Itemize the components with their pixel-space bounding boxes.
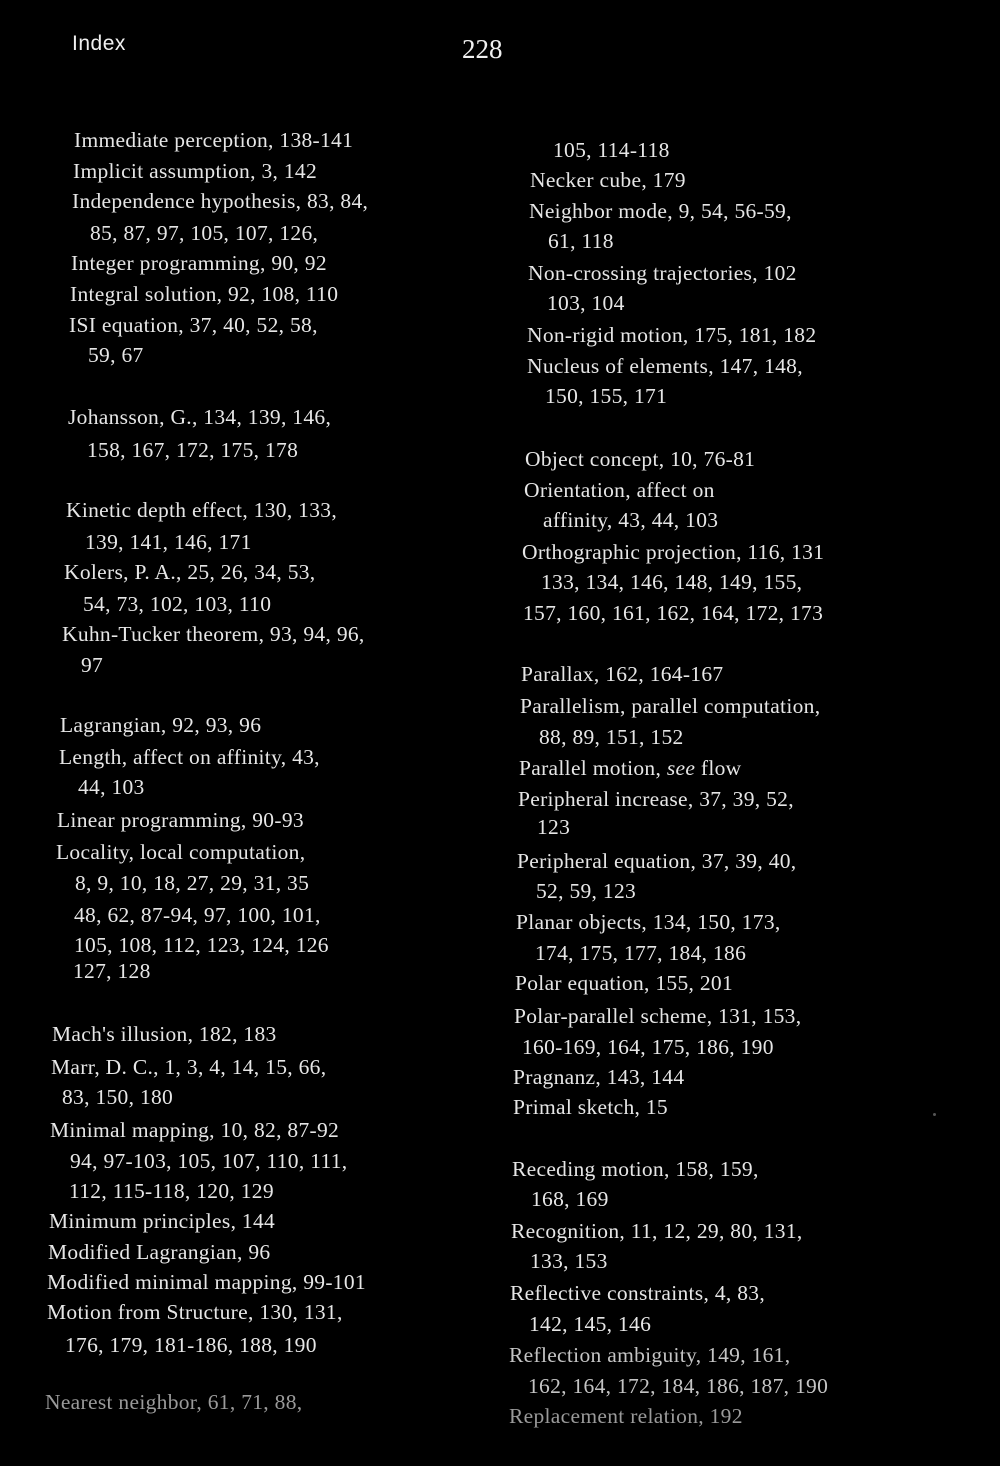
index-entry-continuation: 157, 160, 161, 162, 164, 172, 173 [523,601,824,625]
index-entry: Parallax, 162, 164-167 [521,662,724,686]
index-entry: Non-crossing trajectories, 102 [528,261,797,285]
index-entry: Receding motion, 158, 159, [512,1157,759,1181]
index-entry: Johansson, G., 134, 139, 146, [68,405,332,429]
index-entry-continuation: 162, 164, 172, 184, 186, 187, 190 [528,1374,829,1398]
index-entry-continuation: 123 [537,815,571,839]
index-entry: Parallelism, parallel computation, [520,694,821,718]
index-entry: Reflective constraints, 4, 83, [510,1281,765,1305]
index-entry-continuation: 85, 87, 97, 105, 107, 126, [90,221,319,245]
index-entry: Non-rigid motion, 175, 181, 182 [527,323,817,347]
index-entry: Pragnanz, 143, 144 [513,1065,685,1089]
index-entry: Lagrangian, 92, 93, 96 [60,713,262,737]
index-entry: Implicit assumption, 3, 142 [73,159,317,183]
index-entry: Marr, D. C., 1, 3, 4, 14, 15, 66, [51,1055,327,1079]
index-entry: Linear programming, 90-93 [57,808,304,832]
index-entry-continuation: 105, 108, 112, 123, 124, 126 [74,933,329,957]
index-entry-continuation: 158, 167, 172, 175, 178 [87,438,299,462]
index-entry: ISI equation, 37, 40, 52, 58, [69,313,318,337]
index-entry-continuation: 48, 62, 87-94, 97, 100, 101, [74,903,321,927]
index-entry: Object concept, 10, 76-81 [525,447,756,471]
index-entry: Locality, local computation, [56,840,306,864]
index-entry-continuation: 94, 97-103, 105, 107, 110, 111, [70,1149,348,1173]
index-entry: Polar equation, 155, 201 [515,971,733,995]
index-entry: Peripheral increase, 37, 39, 52, [518,787,794,811]
index-entry-continuation: 97 [81,653,104,677]
index-entry: Independence hypothesis, 83, 84, [72,189,369,213]
index-entry-continuation: 105, 114-118 [553,138,670,162]
index-entry: Nearest neighbor, 61, 71, 88, [45,1390,303,1414]
section-label: Index [72,32,126,55]
index-entry-continuation: 160-169, 164, 175, 186, 190 [522,1035,774,1059]
index-entry: Motion from Structure, 130, 131, [47,1300,343,1324]
page-number: 228 [462,34,503,64]
index-entry: Nucleus of elements, 147, 148, [527,354,803,378]
index-entry-continuation: 174, 175, 177, 184, 186 [535,941,747,965]
index-entry: Planar objects, 134, 150, 173, [516,910,781,934]
index-entry: Kinetic depth effect, 130, 133, [66,498,338,522]
index-entry-continuation: 59, 67 [88,343,144,367]
index-entry: Replacement relation, 192 [509,1404,743,1428]
index-entry: Recognition, 11, 12, 29, 80, 131, [511,1219,803,1243]
index-entry: Reflection ambiguity, 149, 161, [509,1343,791,1367]
index-entry-continuation: 54, 73, 102, 103, 110 [83,592,272,616]
index-entry: Minimal mapping, 10, 82, 87-92 [50,1118,340,1142]
index-entry-continuation: 133, 153 [530,1249,608,1273]
index-column-right [500,0,970,1466]
index-entry-continuation: 127, 128 [73,959,151,983]
index-entry: Orientation, affect on [524,478,715,502]
index-entry: Kolers, P. A., 25, 26, 34, 53, [64,560,316,584]
index-entry: Minimum principles, 144 [49,1209,276,1233]
index-entry [519,756,742,781]
index-entry-continuation: 142, 145, 146 [529,1312,652,1336]
index-entry-continuation: 61, 118 [548,229,614,253]
index-entry: Mach's illusion, 182, 183 [52,1022,277,1046]
index-entry-continuation: 83, 150, 180 [62,1085,174,1109]
index-entry-continuation: 44, 103 [78,775,145,799]
index-entry: Immediate perception, 138-141 [74,128,354,152]
index-entry: Polar-parallel scheme, 131, 153, [514,1004,802,1028]
index-entry: Primal sketch, 15 [513,1095,668,1119]
index-entry-continuation: 88, 89, 151, 152 [539,725,684,749]
index-entry-continuation: 52, 59, 123 [536,879,637,903]
index-entry-continuation: 139, 141, 146, 171 [85,530,252,554]
index-entry-continuation: 150, 155, 171 [545,384,668,408]
index-entry-continuation: 103, 104 [547,291,625,315]
index-entry: Peripheral equation, 37, 39, 40, [517,849,797,873]
index-entry: Kuhn-Tucker theorem, 93, 94, 96, [62,622,365,646]
index-entry-continuation: affinity, 43, 44, 103 [543,508,719,532]
index-entry-continuation: 176, 179, 181-186, 188, 190 [65,1333,317,1357]
index-entry: Orthographic projection, 116, 131 [522,540,825,564]
see-reference: see [666,756,696,780]
index-entry-continuation: 168, 169 [531,1187,609,1211]
index-entry: Integral solution, 92, 108, 110 [70,282,339,306]
index-column-left [0,0,470,1466]
index-entry-continuation: 133, 134, 146, 148, 149, 155, [541,570,803,594]
index-entry-continuation: 112, 115-118, 120, 129 [69,1179,274,1203]
index-entry: Modified minimal mapping, 99-101 [47,1270,366,1294]
index-entry: Necker cube, 179 [530,168,686,192]
index-entry: Neighbor mode, 9, 54, 56-59, [529,199,792,223]
see-target: flow [700,756,742,780]
index-entry: Integer programming, 90, 92 [71,251,327,275]
index-entry: Length, affect on affinity, 43, [59,745,320,769]
index-entry-text: Parallel motion, [519,756,662,780]
index-entry: Modified Lagrangian, 96 [48,1240,271,1264]
scan-speck [933,1113,936,1116]
index-entry-continuation: 8, 9, 10, 18, 27, 29, 31, 35 [75,871,310,895]
